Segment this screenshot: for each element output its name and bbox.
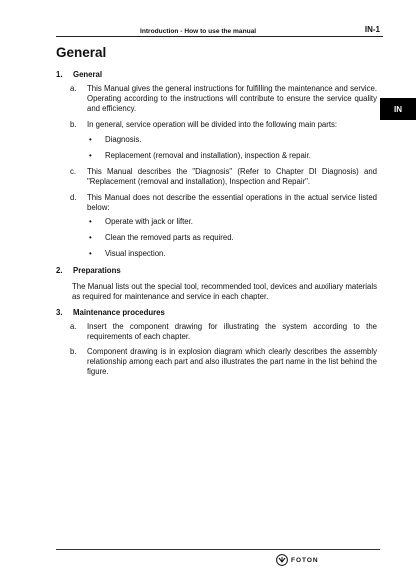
- section-number: 1.: [56, 70, 63, 79]
- item-text: This Manual gives the general instructions for fulfilling the maintenance and service. Operating according to the instructions will contribute to ensure the service quality and efficiency.: [87, 84, 377, 113]
- footer-logo: [276, 554, 319, 566]
- item-text: In general, service operation will be divided into the following main parts:: [87, 120, 338, 129]
- item-label: d.: [70, 193, 77, 202]
- section-heading-maintenance-procedures: [56, 308, 165, 317]
- bullet-item: [89, 217, 369, 227]
- bullet-text: Visual inspection.: [105, 249, 166, 258]
- item-label: b.: [70, 347, 77, 356]
- section-title: Preparations: [73, 266, 121, 275]
- item-label: b.: [70, 120, 77, 129]
- bullet-icon: •: [89, 151, 92, 160]
- section-heading-general: [56, 70, 102, 79]
- bullet-icon: •: [89, 233, 92, 242]
- bullet-text: Replacement (removal and installation), inspection & repair.: [105, 151, 311, 160]
- item-label: a.: [70, 84, 77, 93]
- page-title: General: [56, 45, 107, 60]
- header-divider: [56, 36, 383, 37]
- item-text: This Manual describes the "Diagnosis" (Refer to Chapter DI Diagnosis) and "Replacement (removal and installation), Inspection and Repair".: [87, 167, 377, 186]
- bullet-text: Diagnosis.: [105, 135, 142, 144]
- list-item: [70, 322, 377, 342]
- item-text: This Manual does not describe the essential operations in the actual service listed below:: [87, 193, 377, 212]
- item-text: Insert the component drawing for illustrating the system according to the requirements of each chapter.: [87, 322, 377, 341]
- item-label: a.: [70, 322, 77, 331]
- bullet-icon: •: [89, 249, 92, 258]
- bullet-item: [89, 151, 369, 161]
- bullet-item: [89, 135, 369, 145]
- foton-logo-icon: [276, 554, 288, 566]
- bullet-text: Clean the removed parts as required.: [105, 233, 234, 242]
- bullet-icon: •: [89, 217, 92, 226]
- list-item: [70, 84, 377, 114]
- list-item: [70, 347, 377, 377]
- page-number: IN-1: [364, 25, 380, 34]
- bullet-icon: •: [89, 135, 92, 144]
- section-paragraph: The Manual lists out the special tool, recommended tool, devices and auxiliary materials as required for maintenance and service in each chapter.: [72, 282, 377, 301]
- section-number: 2.: [56, 266, 63, 275]
- header-title: Introduction - How to use the manual: [140, 28, 257, 35]
- section-side-tab: IN: [380, 98, 416, 120]
- bullet-item: [89, 249, 369, 259]
- list-item: [70, 193, 377, 213]
- section-number: 3.: [56, 308, 63, 317]
- bullet-text: Operate with jack or lifter.: [105, 217, 193, 226]
- section-title: General: [73, 70, 103, 79]
- footer-divider: [56, 549, 380, 550]
- item-label: c.: [70, 167, 77, 176]
- list-item: [70, 167, 377, 187]
- section-title: Maintenance procedures: [73, 308, 165, 317]
- item-text: Component drawing is in explosion diagram which clearly describes the assembly relationship among each part and also illustrates the part name in the list behind the figure.: [87, 347, 377, 376]
- section-heading-preparations: [56, 266, 121, 275]
- footer-brand: FOTON: [291, 556, 319, 564]
- bullet-item: [89, 233, 369, 243]
- list-item: [70, 120, 377, 130]
